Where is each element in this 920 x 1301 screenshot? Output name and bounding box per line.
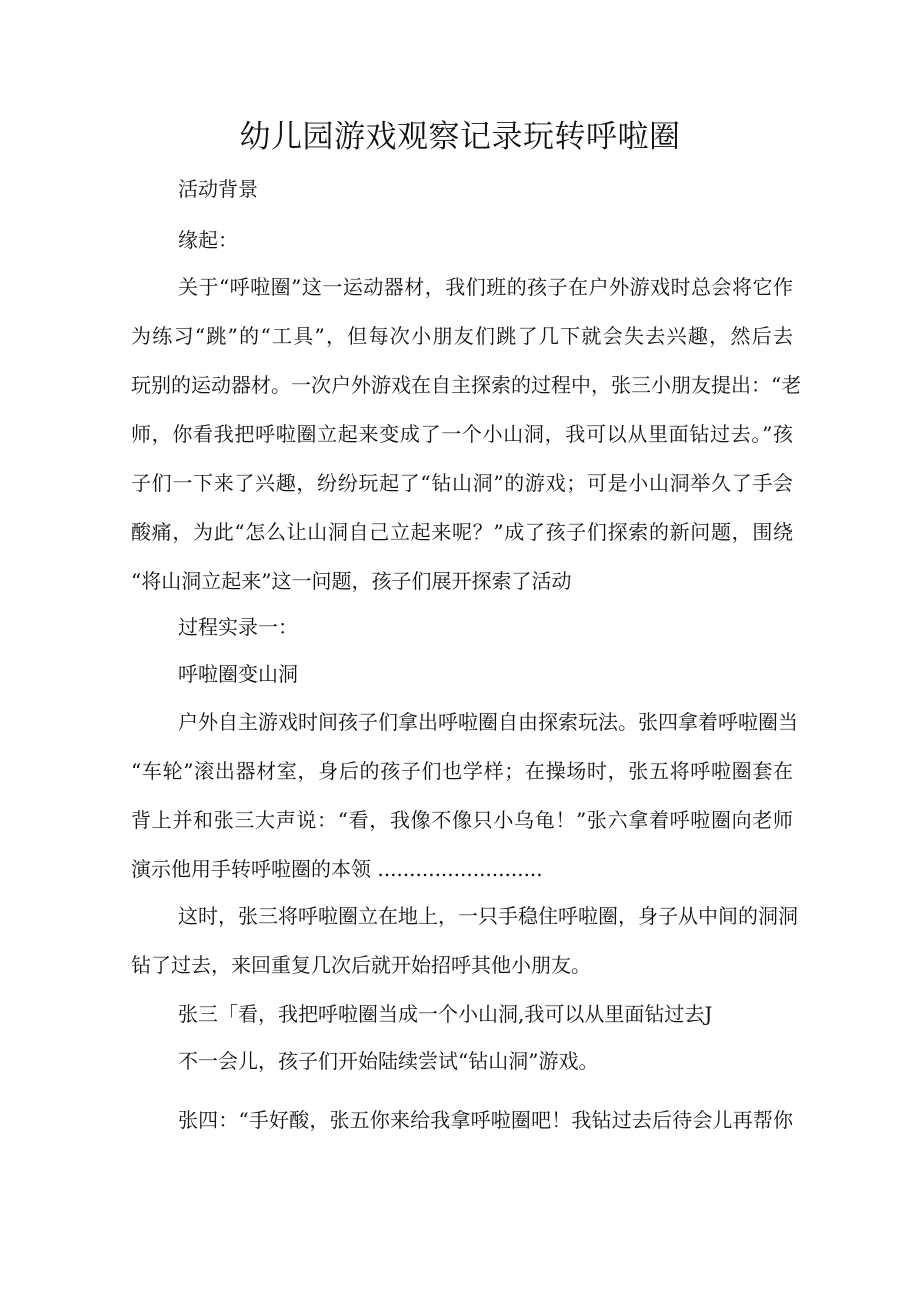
paragraph-line: 背上并和张三大声说：“看，我像不像只小乌龟！”张六拿着呼啦圈向老师: [131, 808, 793, 832]
paragraph-line: 酸痛，为此“怎么让山洞自己立起来呢？”成了孩子们探索的新问题，围绕: [131, 520, 793, 544]
paragraph-line: 师，你看我把呼啦圈立起来变成了一个小山洞，我可以从里面钻过去。”孩: [131, 422, 793, 446]
paragraph-line: 子们一下来了兴趣，纷纷玩起了“钻山洞”的游戏；可是小山洞举久了手会: [131, 471, 793, 495]
heading-hoop-cave: 呼啦圈变山洞: [178, 662, 298, 686]
paragraph-line: 关于“呼啦圈”这一运动器材，我们班的孩子在户外游戏时总会将它作: [178, 275, 793, 299]
paragraph-line: 这时，张三将呼啦圈立在地上，一只手稳住呼啦圈，身子从中间的洞洞: [178, 904, 798, 928]
paragraph-line: “车轮”滚出器材室，身后的孩子们也学样；在操场时，张五将呼啦圈套在: [131, 759, 793, 783]
paragraph-line: 户外自主游戏时间孩子们拿出呼啦圈自由探索玩法。张四拿着呼啦圈当: [178, 710, 798, 734]
paragraph-line: 演示他用手转呼啦圈的本领 ..........................: [131, 857, 543, 881]
heading-record-one: 过程实录一：: [178, 615, 298, 639]
dialogue-zhangsi: 张四：“手好酸，张五你来给我拿呼啦圈吧！我钻过去后待会儿再帮你: [178, 1108, 793, 1132]
paragraph-line: 为练习“跳”的“工具”，但每次小朋友们跳了几下就会失去兴趣，然后去: [131, 324, 793, 348]
paragraph-line: “将山洞立起来”这一问题，孩子们展开探索了活动: [131, 569, 572, 593]
paragraph-line: 钻了过去，来回重复几次后就开始招呼其他小朋友。: [131, 953, 591, 977]
paragraph-line: 不一会儿，孩子们开始陆续尝试“钻山洞”游戏。: [178, 1049, 599, 1073]
heading-origin: 缘起：: [178, 228, 238, 252]
dialogue-zhangsan: 张三「看，我把呼啦圈当成一个小山洞,我可以从里面钻过去J: [178, 1002, 713, 1026]
document-title: 幼儿园游戏观察记录玩转呼啦圈: [239, 119, 681, 155]
heading-activity-background: 活动背景: [178, 177, 258, 201]
paragraph-line: 玩别的运动器材。一次户外游戏在自主探索的过程中，张三小朋友提出：“老: [131, 373, 802, 397]
